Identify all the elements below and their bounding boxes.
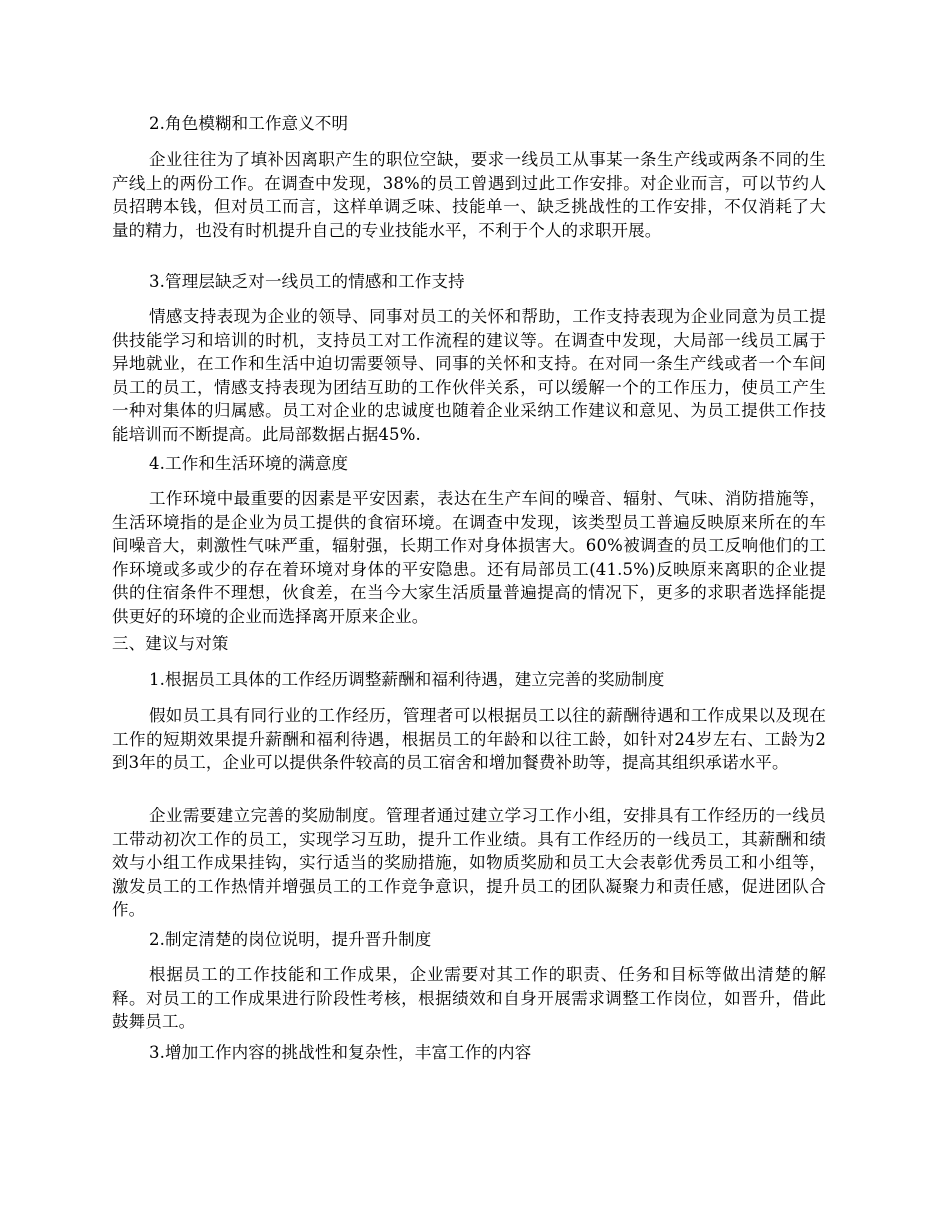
paragraph-job-description: 根据员工的工作技能和工作成果，企业需要对其工作的职责、任务和目标等做出清楚的解释。对员工的工作成果进行阶段性考核，根据绩效和自身开展需求调整工作岗位，如晋升，借此鼓舞员工。 — [112, 965, 826, 1032]
subheading-management-support: 3.管理层缺乏对一线员工的情感和工作支持 — [149, 272, 465, 291]
paragraph-environment-satisfaction: 工作环境中最重要的因素是平安因素，表达在生产车间的噪音、辐射、气味、消防措施等，生活环境指的是企业为员工提供的食宿环境。在调查中发现，该类型员工普遍反映原来所在的车间噪音大，刺激性气味严重，辐射强，长期工作对身体损害大。60%被调查的员工反响他们的工作环境或多或少的存在着环境对身体的平安隐患。还有局部员工(41.5%)反映原来离职的企业提供的住宿条件不理想，伙食差，在当今大家生活质量普遍提高的情况下，更多的求职者选择能提供更好的环境的企业而选择离开原来企业。 — [112, 489, 826, 626]
subheading-job-enrichment: 3.增加工作内容的挑战性和复杂性，丰富工作的内容 — [149, 1043, 532, 1062]
subheading-job-description: 2.制定清楚的岗位说明，提升晋升制度 — [149, 930, 432, 949]
subheading-environment-satisfaction: 4.工作和生活环境的满意度 — [149, 454, 349, 473]
subheading-salary-adjustment: 1.根据员工具体的工作经历调整薪酬和福利待遇，建立完善的奖励制度 — [149, 670, 665, 689]
section-heading-suggestions: 三、建议与对策 — [112, 634, 229, 653]
paragraph-management-support: 情感支持表现为企业的领导、同事对员工的关怀和帮助，工作支持表现为企业同意为员工提供技能学习和培训的时机，支持员工对工作流程的建议等。在调查中发现，大局部一线员工属于异地就业，在工作和生活中迫切需要领导、同事的关怀和支持。在对同一条生产线或者一个车间员工的员工，情感支持表现为团结互助的工作伙伴关系，可以缓解一个的工作压力，使员工产生一种对集体的归属感。员工对企业的忠诚度也随着企业采纳工作建议和意见、为员工提供工作技能培训而不断提高。此局部数据占据45%. — [112, 307, 826, 444]
paragraph-salary-adjustment: 假如员工具有同行业的工作经历，管理者可以根据员工以往的薪酬待遇和工作成果以及现在工作的短期效果提升薪酬和福利待遇，根据员工的年龄和以往工龄，如针对24岁左右、工龄为2到3年的员工，企业可以提供条件较高的员工宿舍和增加餐费补助等，提高其组织承诺水平。 — [112, 706, 826, 773]
paragraph-role-ambiguity: 企业往往为了填补因离职产生的职位空缺，要求一线员工从事某一条生产线或两条不同的生产线上的两份工作。在调查中发现，38%的员工曾遇到过此工作安排。对企业而言，可以节约人员招聘本钱，但对员工而言，这样单调乏味、技能单一、缺乏挑战性的工作安排，不仅消耗了大量的精力，也没有时机提升自己的专业技能水平，不利于个人的求职开展。 — [112, 150, 826, 240]
subheading-role-ambiguity: 2.角色模糊和工作意义不明 — [149, 114, 349, 133]
paragraph-reward-system: 企业需要建立完善的奖励制度。管理者通过建立学习工作小组，安排具有工作经历的一线员工带动初次工作的员工，实现学习互助，提升工作业绩。具有工作经历的一线员工，其薪酬和绩效与小组工作成果挂钩，实行适当的奖励措施，如物质奖励和员工大会表彰优秀员工和小组等，激发员工的工作热情并增强员工的工作竞争意识，提升员工的团队凝聚力和责任感，促进团队合作。 — [112, 806, 826, 920]
